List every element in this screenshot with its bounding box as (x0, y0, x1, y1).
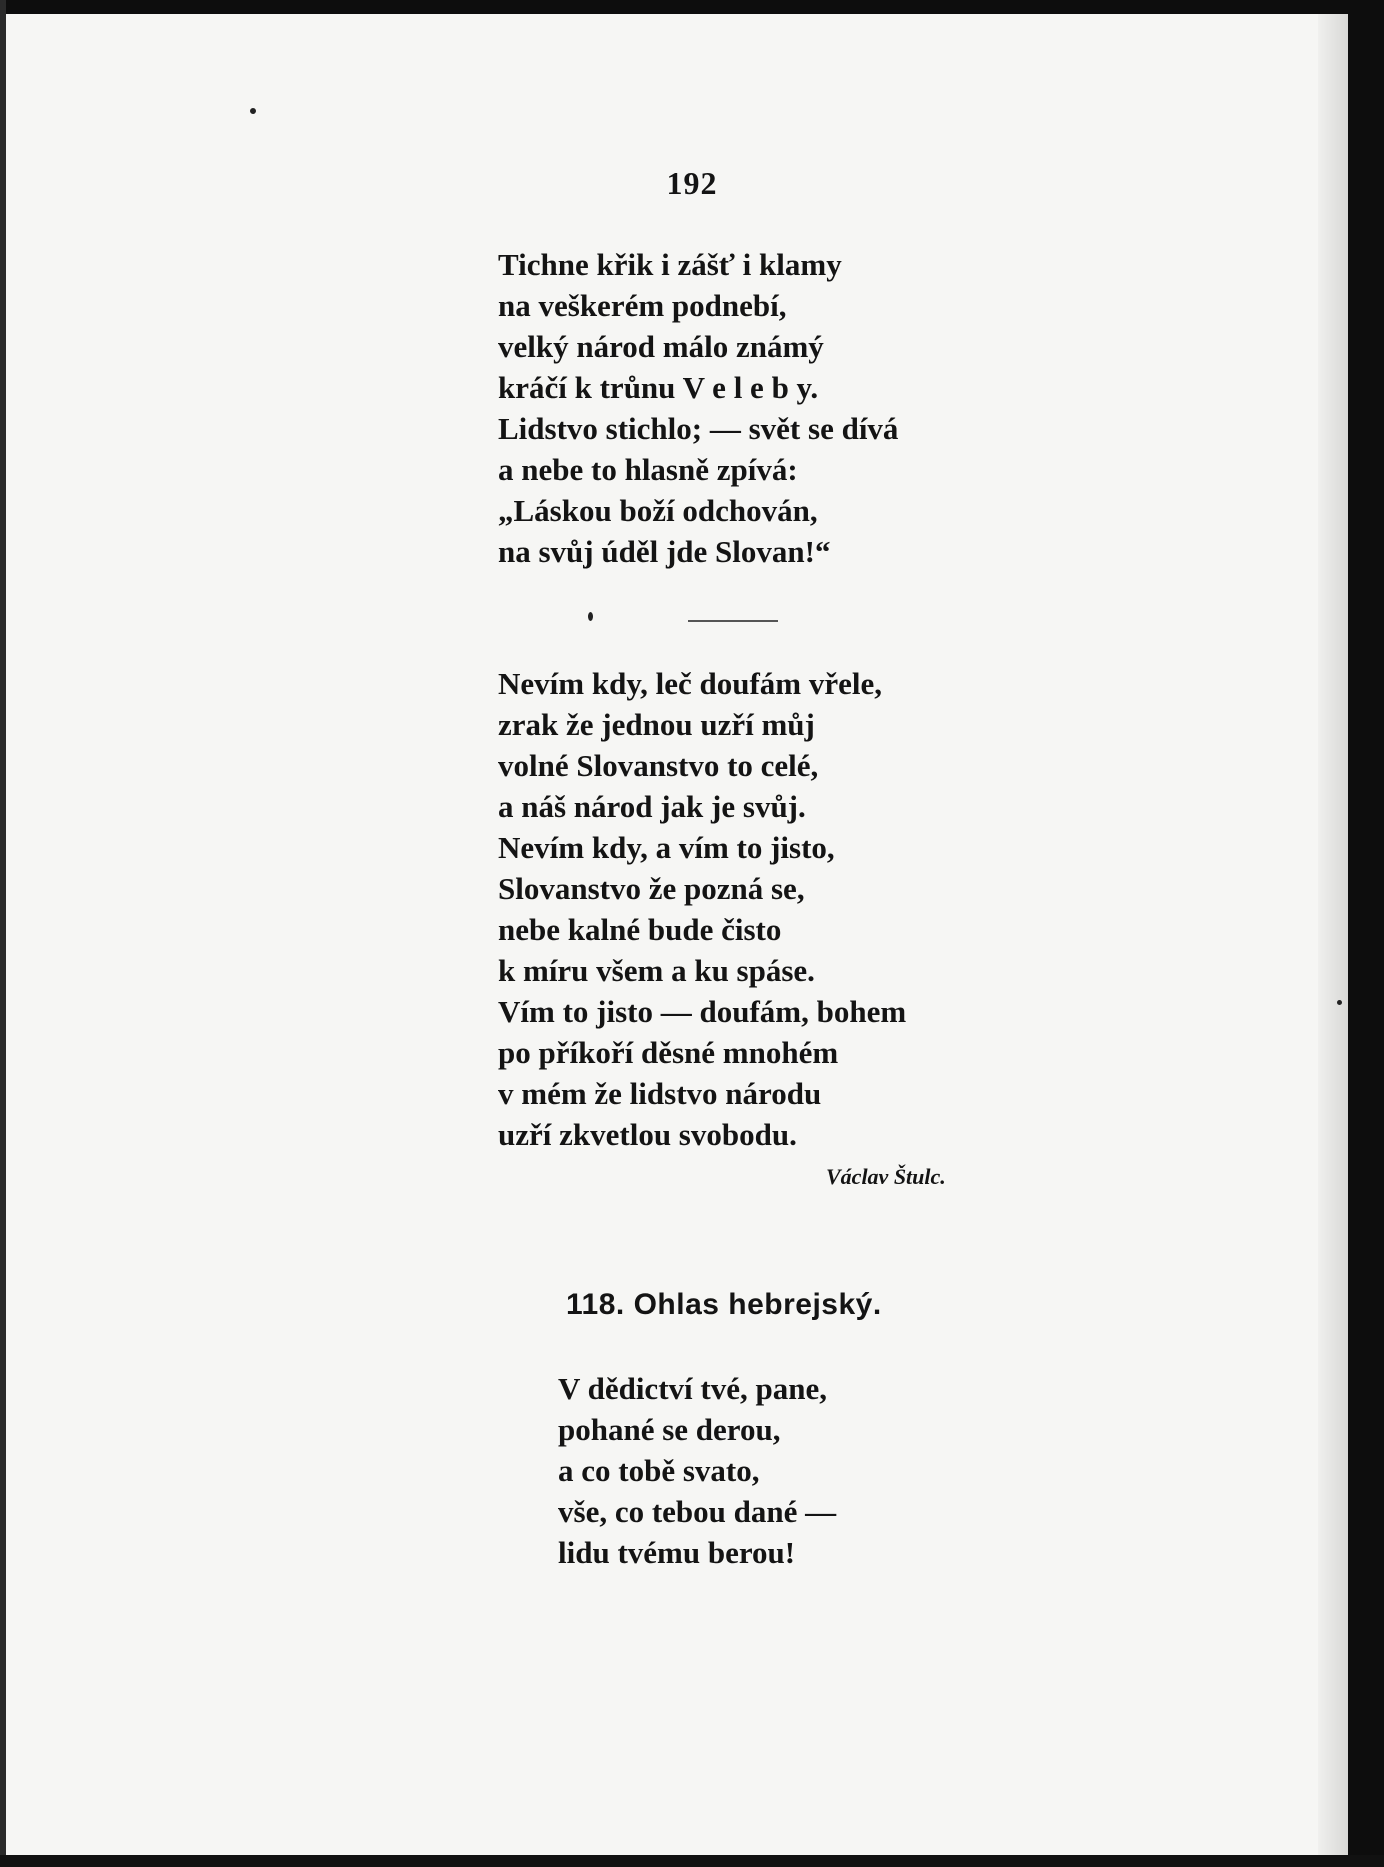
poem-line: Slovanstvo že pozná se, (498, 871, 805, 906)
poem-line: V dědictví tvé, pane, (558, 1371, 827, 1406)
poem-line: a náš národ jak je svůj. (498, 789, 806, 824)
poem-line: po příkoří děsné mnohém (498, 1035, 839, 1070)
poem-line: a nebe to hlasně zpívá: (498, 452, 798, 487)
ink-speck (250, 108, 256, 114)
poem-line: zrak že jednou uzří můj (498, 707, 815, 742)
poem-author: Václav Štulc. (826, 1164, 946, 1189)
poem-line: a co tobě svato, (558, 1453, 760, 1488)
page-number: 192 (666, 165, 718, 201)
poem-line: v mém že lidstvo národu (498, 1076, 822, 1111)
poem-line: lidu tvému berou! (558, 1535, 796, 1570)
poem-line: „Láskou boží odchován, (498, 493, 818, 528)
scan-border-top (0, 0, 1384, 14)
poem-line: vše, co tebou dané — (558, 1494, 837, 1529)
poem-line: Nevím kdy, a vím to jisto, (498, 830, 835, 865)
poem-line: kráčí k trůnu V e l e b y. (498, 370, 819, 405)
ink-speck (588, 612, 593, 621)
ink-speck (1337, 1000, 1342, 1005)
poem-line: Nevím kdy, leč doufám vřele, (498, 666, 883, 701)
poem-line: volné Slovanstvo to celé, (498, 748, 819, 783)
poem-line: Lidstvo stichlo; — svět se dívá (498, 411, 899, 446)
poem-line: Tichne křik i zášť i klamy (498, 247, 842, 282)
page-gutter-shadow (1318, 14, 1348, 1855)
poem-line: uzří zkvetlou svobodu. (498, 1117, 797, 1152)
poem-stanza-2 (498, 663, 906, 1155)
scan-border-bottom (0, 1855, 1384, 1867)
poem-line: nebe kalné bude čisto (498, 912, 782, 947)
scan-border-left (0, 0, 6, 1867)
poem-line: k míru všem a ku spáse. (498, 953, 815, 988)
section-divider (688, 620, 778, 622)
poem-line: na svůj úděl jde Slovan!“ (498, 534, 831, 569)
poem-line: pohané se derou, (558, 1412, 781, 1447)
scan-border-right (1348, 0, 1384, 1867)
poem-line: velký národ málo známý (498, 329, 824, 364)
poem-line: Vím to jisto — doufám, bohem (498, 994, 907, 1029)
poem-stanza-3 (558, 1368, 836, 1573)
poem-line: na veškerém podnebí, (498, 288, 787, 323)
section-title: 118. Ohlas hebrejský. (566, 1288, 882, 1321)
poem-stanza-1 (498, 244, 898, 572)
